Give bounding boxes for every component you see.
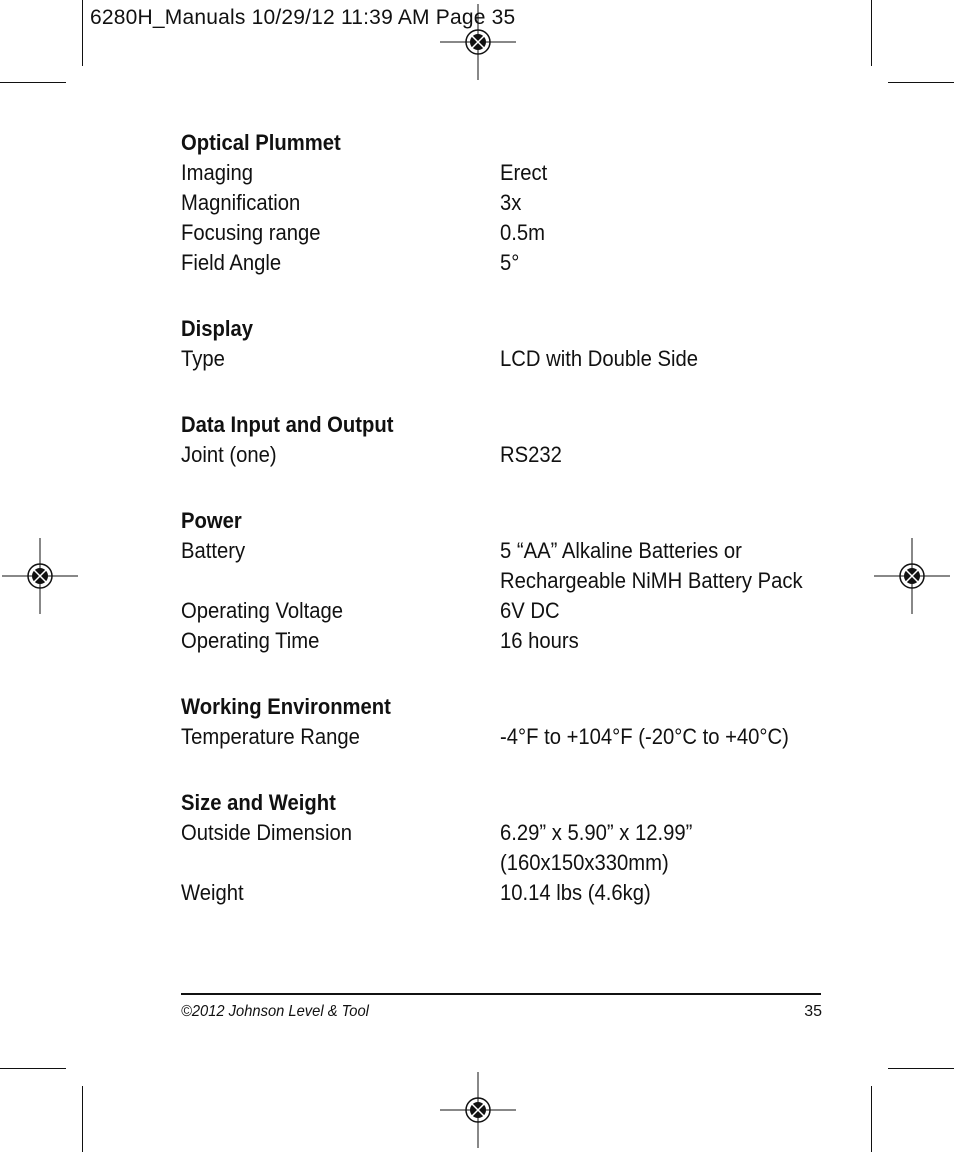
footer-rule <box>181 993 821 995</box>
section-title: Display <box>181 316 254 341</box>
spec-row <box>181 158 821 188</box>
spec-row <box>181 536 821 596</box>
section-power <box>181 506 821 656</box>
spec-value: 6.29” x 5.90” x 12.99” <box>500 820 693 845</box>
spec-label: Operating Time <box>181 628 320 653</box>
spec-label: Temperature Range <box>181 724 360 749</box>
spec-value: Rechargeable NiMH Battery Pack <box>500 568 803 593</box>
spec-label: Magnification <box>181 190 301 215</box>
spec-value: Erect <box>500 160 548 185</box>
registration-mark-icon <box>436 0 520 84</box>
page-number: 35 <box>804 1003 822 1020</box>
crop-mark <box>0 1068 66 1069</box>
spec-value: 3x <box>500 190 522 215</box>
spec-value: RS232 <box>500 442 562 467</box>
spec-label: Type <box>181 346 225 371</box>
spec-row <box>181 344 821 374</box>
section-title: Power <box>181 508 242 533</box>
spec-value: 10.14 lbs (4.6kg) <box>500 880 651 905</box>
spec-row <box>181 248 821 278</box>
spec-row <box>181 818 821 878</box>
spec-label: Joint (one) <box>181 442 277 467</box>
crop-mark <box>888 1068 954 1069</box>
print-slug: 6280H_Manuals 10/29/12 11:39 AM Page 35 <box>90 6 516 29</box>
crop-mark <box>871 0 872 66</box>
section-title: Optical Plummet <box>181 130 341 155</box>
section-size-weight <box>181 788 821 908</box>
section-working-environment <box>181 692 821 752</box>
crop-mark <box>871 1086 872 1152</box>
crop-mark <box>888 82 954 83</box>
spec-value: 5 “AA” Alkaline Batteries or <box>500 538 742 563</box>
spec-value: -4°F to +104°F (-20°C to +40°C) <box>500 724 789 749</box>
footer-copyright: ©2012 Johnson Level & Tool <box>181 1003 369 1020</box>
registration-mark-icon <box>0 534 82 618</box>
spec-row <box>181 596 821 626</box>
crop-mark <box>82 0 83 66</box>
spec-row <box>181 188 821 218</box>
spec-label: Focusing range <box>181 220 321 245</box>
registration-mark-icon <box>436 1068 520 1152</box>
spec-row <box>181 722 821 752</box>
spec-row <box>181 440 821 470</box>
spec-label: Battery <box>181 538 246 563</box>
section-title: Working Environment <box>181 694 391 719</box>
spec-value: 16 hours <box>500 628 579 653</box>
spec-label: Field Angle <box>181 250 282 275</box>
spec-label: Imaging <box>181 160 254 185</box>
section-title: Size and Weight <box>181 790 336 815</box>
crop-mark <box>82 1086 83 1152</box>
spec-value: 0.5m <box>500 220 546 245</box>
section-data-io <box>181 410 821 470</box>
spec-value: 6V DC <box>500 598 560 623</box>
spec-label: Weight <box>181 880 244 905</box>
spec-value: (160x150x330mm) <box>500 850 669 875</box>
spec-row <box>181 218 821 248</box>
section-display <box>181 314 821 374</box>
section-optical-plummet <box>181 128 821 278</box>
section-title: Data Input and Output <box>181 412 394 437</box>
spec-value: 5° <box>500 250 520 275</box>
spec-row <box>181 878 821 908</box>
spec-label: Outside Dimension <box>181 820 353 845</box>
registration-mark-icon <box>870 534 954 618</box>
spec-value: LCD with Double Side <box>500 346 699 371</box>
spec-content <box>181 128 821 944</box>
spec-row <box>181 626 821 656</box>
spec-label: Operating Voltage <box>181 598 344 623</box>
crop-mark <box>0 82 66 83</box>
